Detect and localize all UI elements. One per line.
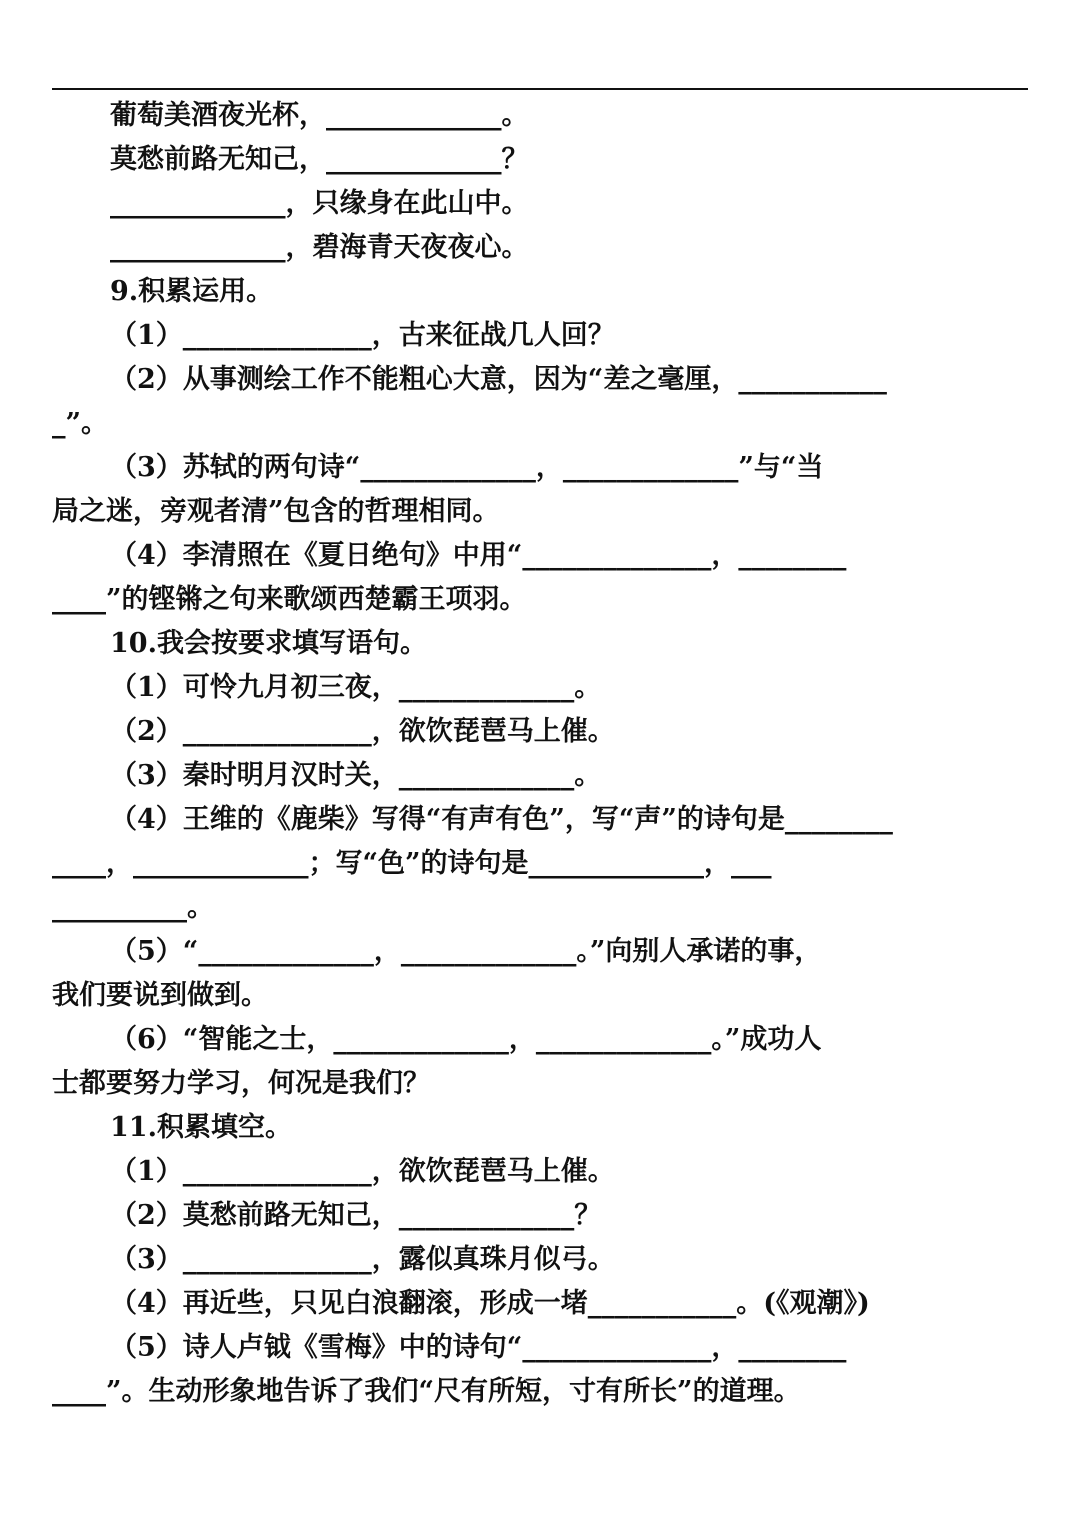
question-line-cont: __________。 — [52, 892, 214, 923]
question-line-cont: ____”的铿锵之句来歌颂西楚霸王项羽。 — [52, 584, 527, 615]
section-heading-9: 9.积累运用。 — [110, 276, 274, 307]
question-line: （3）秦时明月汉时关，_____________。 — [110, 760, 602, 791]
text-line: _____________，碧海青天夜夜心。 — [110, 232, 529, 263]
worksheet-body — [52, 94, 1028, 1414]
question-line: （3）苏轼的两句诗“_____________，_____________”与“当 — [110, 452, 824, 483]
section-heading-10: 10.我会按要求填写语句。 — [110, 628, 427, 659]
question-line-cont: 局之迷，旁观者清”包含的哲理相同。 — [52, 496, 500, 527]
section-heading-11: 11.积累填空。 — [110, 1112, 292, 1143]
question-line: （4）再近些，只见白浪翻滚，形成一堵___________。(《观潮》) — [110, 1288, 870, 1319]
question-line: （5）诗人卢钺《雪梅》中的诗句“______________，________ — [110, 1332, 847, 1363]
text-line: _____________，只缘身在此山中。 — [110, 188, 529, 219]
question-line-cont: ____”。生动形象地告诉了我们“尺有所短，寸有所长”的道理。 — [52, 1376, 801, 1407]
text-line: 葡萄美酒夜光杯，_____________。 — [110, 100, 529, 131]
header-rule — [52, 88, 1028, 90]
question-line: （4）王维的《鹿柴》写得“有声有色”，写“声”的诗句是________ — [110, 804, 893, 835]
question-line-cont: ____，_____________；写“色”的诗句是_____________，___ — [52, 848, 772, 879]
question-line-cont: 我们要说到做到。 — [52, 980, 268, 1011]
question-line: （2）______________，欲饮琵琶马上催。 — [110, 716, 615, 747]
question-line: （6）“智能之士，_____________，_____________。”成功人 — [110, 1024, 822, 1055]
question-line-cont: _”。 — [52, 408, 109, 439]
question-line-cont: 士都要努力学习，何况是我们？ — [52, 1068, 430, 1099]
question-line: （3）______________，露似真珠月似弓。 — [110, 1244, 615, 1275]
question-line: （5）“_____________，_____________。”向别人承诺的事， — [110, 936, 822, 967]
text-line: 莫愁前路无知己，_____________？ — [110, 144, 529, 175]
question-line: （1）______________，欲饮琵琶马上催。 — [110, 1156, 615, 1187]
question-line: （1）______________，古来征战几人回？ — [110, 320, 615, 351]
question-line: （2）莫愁前路无知己，_____________？ — [110, 1200, 602, 1231]
question-line: （4）李清照在《夏日绝句》中用“______________，________ — [110, 540, 847, 571]
question-line: （1）可怜九月初三夜，_____________。 — [110, 672, 602, 703]
question-line: （2）从事测绘工作不能粗心大意，因为“差之毫厘，___________ — [110, 364, 887, 395]
